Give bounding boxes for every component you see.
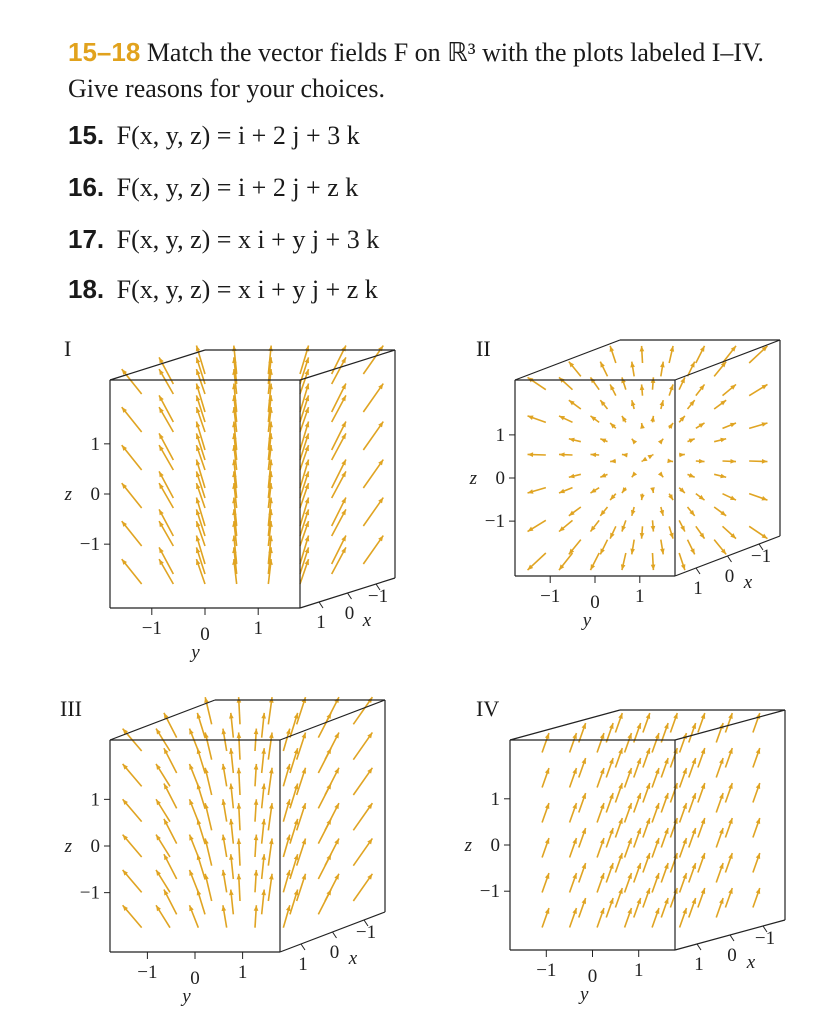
field-arrowhead xyxy=(559,452,565,457)
field-arrowhead xyxy=(582,898,586,904)
x-tick-label: 0 xyxy=(329,942,340,963)
z-tick-label: 1 xyxy=(90,433,100,455)
field-arrowhead xyxy=(528,452,534,457)
y-tick-label: −1 xyxy=(137,962,158,983)
exercise-equation: F(x, y, z) = i + 2 j + z k xyxy=(116,173,359,202)
field-arrowhead xyxy=(294,784,298,790)
field-arrowhead xyxy=(286,835,290,841)
field-arrowhead xyxy=(545,803,549,809)
field-arrowhead xyxy=(664,758,668,764)
field-arrowhead xyxy=(640,533,645,539)
exercise-equation: F(x, y, z) = i + 2 j + 3 k xyxy=(116,121,360,150)
field-arrowhead xyxy=(545,908,549,914)
x-tick-label: 0 xyxy=(344,603,355,624)
field-arrowhead xyxy=(719,898,723,904)
field-arrowhead xyxy=(609,758,613,764)
field-arrowhead xyxy=(762,422,768,426)
field-arrowhead xyxy=(701,818,705,824)
field-arrowhead xyxy=(600,768,604,774)
field-arrowhead xyxy=(189,764,193,770)
x-tick-label: 1 xyxy=(316,612,326,633)
vector-field-arrows xyxy=(123,697,373,928)
x-axis-label: x xyxy=(348,948,358,969)
field-arrowhead xyxy=(719,793,723,799)
field-arrowhead xyxy=(664,723,668,729)
field-arrowhead xyxy=(582,723,586,729)
field-arrowhead xyxy=(286,764,290,770)
x-tick-label: 1 xyxy=(298,954,308,975)
field-arrowhead xyxy=(545,733,549,739)
field-arrowhead xyxy=(302,768,306,774)
field-arrowhead xyxy=(600,439,606,443)
field-arrowhead xyxy=(528,489,534,493)
field-arrowhead xyxy=(664,863,668,869)
field-arrowhead xyxy=(627,873,631,879)
cube-edge xyxy=(110,350,205,380)
field-arrowhead xyxy=(689,439,695,443)
field-arrowhead xyxy=(545,873,549,879)
field-arrowhead xyxy=(664,898,668,904)
field-arrowhead xyxy=(646,853,650,859)
field-arrowhead xyxy=(658,439,663,445)
z-tick-label: 1 xyxy=(495,424,505,446)
field-arrowhead xyxy=(719,828,723,834)
field-arrowhead xyxy=(582,758,586,764)
field-arrowhead xyxy=(572,803,576,809)
z-tick-label: 0 xyxy=(495,468,505,489)
field-arrowhead xyxy=(572,733,576,739)
field-arrowhead xyxy=(600,733,604,739)
field-arrowhead xyxy=(728,748,732,754)
field-arrowhead xyxy=(572,873,576,879)
cube-frame xyxy=(110,350,395,608)
field-arrowhead xyxy=(294,748,298,754)
exercise-equation: F(x, y, z) = x i + y j + z k xyxy=(116,275,378,304)
field-arrowhead xyxy=(305,384,309,390)
field-arrowhead xyxy=(701,888,705,894)
plot-IV xyxy=(464,710,785,1005)
x-tick-label: −1 xyxy=(754,928,776,949)
x-axis-label: x xyxy=(743,572,753,593)
field-arrowhead xyxy=(609,723,613,729)
field-arrowhead xyxy=(254,764,259,770)
field-arrowhead xyxy=(294,854,298,860)
field-arrowhead xyxy=(237,768,242,774)
field-arrowhead xyxy=(196,422,200,428)
field-arrowhead xyxy=(692,863,696,869)
field-arrowhead xyxy=(618,783,622,789)
field-arrowhead xyxy=(655,908,659,914)
y-tick-label: 0 xyxy=(200,624,210,645)
z-axis-label: z xyxy=(64,836,72,857)
field-arrowhead xyxy=(196,346,200,352)
field-arrowhead xyxy=(582,828,586,834)
field-arrowhead xyxy=(305,498,309,504)
field-arrowhead xyxy=(618,748,622,754)
x-tick xyxy=(333,932,337,938)
field-arrowhead xyxy=(646,783,650,789)
field-arrowhead xyxy=(196,460,200,466)
vector-field-arrows xyxy=(542,713,760,927)
x-tick xyxy=(301,944,305,950)
field-arrowhead xyxy=(728,853,732,859)
field-arrowhead xyxy=(655,803,659,809)
z-tick-label: 1 xyxy=(490,788,500,810)
exercise-number: 16. xyxy=(68,172,105,202)
field-arrowhead xyxy=(646,713,650,719)
field-arrowhead xyxy=(286,729,290,735)
field-arrowhead xyxy=(302,838,306,844)
field-arrowhead xyxy=(286,905,290,911)
x-tick xyxy=(697,944,701,950)
field-arrowhead xyxy=(590,452,596,457)
field-arrowhead xyxy=(237,732,242,738)
field-arrowhead xyxy=(637,758,641,764)
field-arrowhead xyxy=(682,908,686,914)
field-arrowhead xyxy=(728,888,732,894)
field-arrowhead xyxy=(701,853,705,859)
field-arrowhead xyxy=(582,863,586,869)
y-tick-label: 1 xyxy=(253,618,263,639)
x-tick xyxy=(728,556,732,562)
field-arrowhead xyxy=(609,828,613,834)
problem-range: 15–18 xyxy=(68,37,141,67)
field-arrowhead xyxy=(658,472,663,478)
field-arrowhead xyxy=(646,818,650,824)
cube-frame xyxy=(515,340,780,576)
y-tick-label: −1 xyxy=(536,960,557,981)
field-arrowhead xyxy=(728,713,732,719)
field-arrowhead xyxy=(701,748,705,754)
x-tick-label: 0 xyxy=(724,566,735,587)
field-arrowhead xyxy=(701,713,705,719)
field-arrowhead xyxy=(692,758,696,764)
field-arrowhead xyxy=(254,905,259,911)
field-arrowhead xyxy=(305,422,309,428)
cube-edge xyxy=(675,710,785,740)
field-arrowhead xyxy=(642,457,648,462)
field-arrowhead xyxy=(669,533,673,539)
x-tick xyxy=(696,568,700,574)
z-tick-label: 1 xyxy=(90,789,100,811)
y-tick-label: −1 xyxy=(540,586,561,607)
field-arrowhead xyxy=(637,793,641,799)
field-arrowhead xyxy=(618,818,622,824)
field-arrowhead xyxy=(572,838,576,844)
field-arrowhead xyxy=(294,819,298,825)
field-arrowhead xyxy=(651,526,656,532)
field-arrowhead xyxy=(600,803,604,809)
y-tick-label: −1 xyxy=(141,618,162,639)
x-axis-label: x xyxy=(362,610,372,631)
plot-III xyxy=(64,697,385,1007)
field-arrowhead xyxy=(655,768,659,774)
x-tick-label: 1 xyxy=(694,954,704,975)
field-arrowhead xyxy=(600,908,604,914)
field-arrowhead xyxy=(692,793,696,799)
y-axis-label: y xyxy=(182,986,191,1007)
plot-label-IV: IV xyxy=(476,696,500,721)
problem-text: Match the vector fields F on ℝ³ with the plots labeled I–IV. Give reasons for your choices. xyxy=(68,38,764,103)
field-arrowhead xyxy=(640,384,645,390)
field-arrowhead xyxy=(286,799,290,805)
x-tick xyxy=(319,602,323,608)
field-arrowhead xyxy=(197,713,201,719)
plot-II xyxy=(469,340,780,631)
field-arrowhead xyxy=(528,416,534,420)
field-arrowhead xyxy=(627,768,631,774)
field-arrowhead xyxy=(609,898,613,904)
x-tick-label: 1 xyxy=(693,578,703,599)
field-arrowhead xyxy=(196,498,200,504)
field-arrowhead xyxy=(627,803,631,809)
field-arrowhead xyxy=(254,799,259,805)
field-arrowhead xyxy=(673,713,677,719)
field-arrowhead xyxy=(669,384,673,390)
field-arrowhead xyxy=(719,758,723,764)
field-arrowhead xyxy=(189,905,193,911)
field-arrowhead xyxy=(618,713,622,719)
exercise-number: 18. xyxy=(68,274,105,304)
field-arrowhead xyxy=(196,536,200,542)
x-axis-label: x xyxy=(746,952,756,973)
field-arrowhead xyxy=(254,729,259,735)
vector-field-arrows xyxy=(122,346,384,584)
field-arrowhead xyxy=(189,870,193,876)
field-arrowhead xyxy=(618,853,622,859)
x-tick-label: −1 xyxy=(750,546,772,567)
field-arrowhead xyxy=(189,835,193,841)
field-arrowhead xyxy=(632,472,637,478)
field-arrowhead xyxy=(610,346,614,352)
field-arrowhead xyxy=(762,459,768,464)
field-arrowhead xyxy=(756,783,760,789)
z-tick-label: 0 xyxy=(90,836,100,857)
x-tick xyxy=(730,935,734,941)
field-arrowhead xyxy=(692,828,696,834)
y-axis-label: y xyxy=(580,984,589,1005)
field-arrowhead xyxy=(664,793,668,799)
x-tick xyxy=(348,593,352,599)
field-arrowhead xyxy=(655,838,659,844)
x-tick-label: −1 xyxy=(355,922,377,943)
field-arrowhead xyxy=(692,723,696,729)
field-arrowhead xyxy=(254,835,259,841)
field-arrowhead xyxy=(237,803,242,809)
z-tick-label: −1 xyxy=(479,881,500,903)
field-arrowhead xyxy=(627,908,631,914)
field-arrowhead xyxy=(756,888,760,894)
field-arrowhead xyxy=(286,870,290,876)
field-arrowhead xyxy=(302,874,306,880)
field-arrowhead xyxy=(756,818,760,824)
field-arrowhead xyxy=(237,838,242,844)
z-tick-label: 0 xyxy=(90,484,100,505)
field-arrowhead xyxy=(254,870,259,876)
exercise-number: 17. xyxy=(68,224,105,254)
y-axis-label: y xyxy=(582,610,592,631)
field-arrowhead xyxy=(294,713,298,719)
z-tick-label: 0 xyxy=(490,835,500,856)
field-arrowhead xyxy=(600,838,604,844)
cube-edge xyxy=(675,340,780,380)
field-arrowhead xyxy=(756,853,760,859)
field-arrowhead xyxy=(545,768,549,774)
field-arrowhead xyxy=(294,890,298,896)
field-arrowhead xyxy=(647,454,653,459)
z-axis-label: z xyxy=(64,484,72,505)
field-arrowhead xyxy=(637,863,641,869)
plot-I xyxy=(64,346,395,663)
field-arrowhead xyxy=(559,489,565,493)
field-arrowhead xyxy=(609,863,613,869)
field-arrowhead xyxy=(582,793,586,799)
field-arrowhead xyxy=(622,526,626,532)
field-arrowhead xyxy=(632,439,637,445)
field-arrowhead xyxy=(664,828,668,834)
z-tick-label: −1 xyxy=(484,511,505,533)
field-arrowhead xyxy=(682,873,686,879)
field-arrowhead xyxy=(655,733,659,739)
field-arrowhead xyxy=(655,873,659,879)
z-tick-label: −1 xyxy=(79,534,100,556)
y-tick-label: 1 xyxy=(237,962,248,983)
plot-label-II: II xyxy=(476,336,491,361)
field-arrowhead xyxy=(728,783,732,789)
field-arrowhead xyxy=(545,838,549,844)
exercise-number: 15. xyxy=(68,120,105,150)
field-arrowhead xyxy=(609,793,613,799)
field-arrowhead xyxy=(646,888,650,894)
field-arrowhead xyxy=(692,898,696,904)
field-arrowhead xyxy=(302,803,306,809)
field-arrowhead xyxy=(637,828,641,834)
y-tick-label: 1 xyxy=(635,586,645,607)
exercise-equation: F(x, y, z) = x i + y j + 3 k xyxy=(116,225,380,254)
field-arrowhead xyxy=(681,564,685,570)
y-tick-label: 0 xyxy=(587,966,598,987)
field-arrowhead xyxy=(719,863,723,869)
field-arrowhead xyxy=(189,799,193,805)
cube-edge xyxy=(515,340,620,380)
cube-frame xyxy=(510,710,785,950)
z-axis-label: z xyxy=(464,835,472,856)
field-arrowhead xyxy=(637,898,641,904)
z-axis-label: z xyxy=(469,468,477,489)
field-arrowhead xyxy=(305,536,309,542)
field-arrowhead xyxy=(646,748,650,754)
field-arrowhead xyxy=(682,768,686,774)
field-arrowhead xyxy=(627,733,631,739)
field-arrowhead xyxy=(682,803,686,809)
field-arrowhead xyxy=(701,783,705,789)
field-arrowhead xyxy=(761,496,767,500)
field-arrowhead xyxy=(699,459,705,464)
field-arrowhead xyxy=(572,908,576,914)
field-arrowhead xyxy=(237,874,242,880)
x-tick-label: 0 xyxy=(727,945,737,966)
field-arrowhead xyxy=(600,873,604,879)
plot-label-I: I xyxy=(64,336,72,361)
field-arrowhead xyxy=(730,423,736,427)
y-tick-label: 1 xyxy=(633,960,644,981)
field-arrowhead xyxy=(189,729,193,735)
field-arrowhead xyxy=(756,748,760,754)
plot-label-III: III xyxy=(60,696,82,721)
field-arrowhead xyxy=(627,838,631,844)
field-arrowhead xyxy=(305,460,309,466)
field-arrowhead xyxy=(572,768,576,774)
y-tick-label: 0 xyxy=(590,592,600,613)
field-arrowhead xyxy=(689,473,695,477)
field-arrowhead xyxy=(600,473,606,477)
field-arrowhead xyxy=(682,838,686,844)
field-arrowhead xyxy=(728,818,732,824)
field-arrowhead xyxy=(637,723,641,729)
cube-frame xyxy=(110,700,385,952)
x-tick-label: −1 xyxy=(367,586,389,607)
field-arrowhead xyxy=(302,732,306,738)
y-tick-label: 0 xyxy=(190,968,200,989)
y-axis-label: y xyxy=(191,642,200,663)
field-arrowhead xyxy=(618,888,622,894)
field-arrowhead xyxy=(651,564,656,570)
field-arrowhead xyxy=(640,346,645,352)
field-arrowhead xyxy=(196,384,200,390)
z-tick-label: −1 xyxy=(79,882,100,904)
cube-edge xyxy=(300,350,395,380)
field-arrowhead xyxy=(730,459,736,464)
